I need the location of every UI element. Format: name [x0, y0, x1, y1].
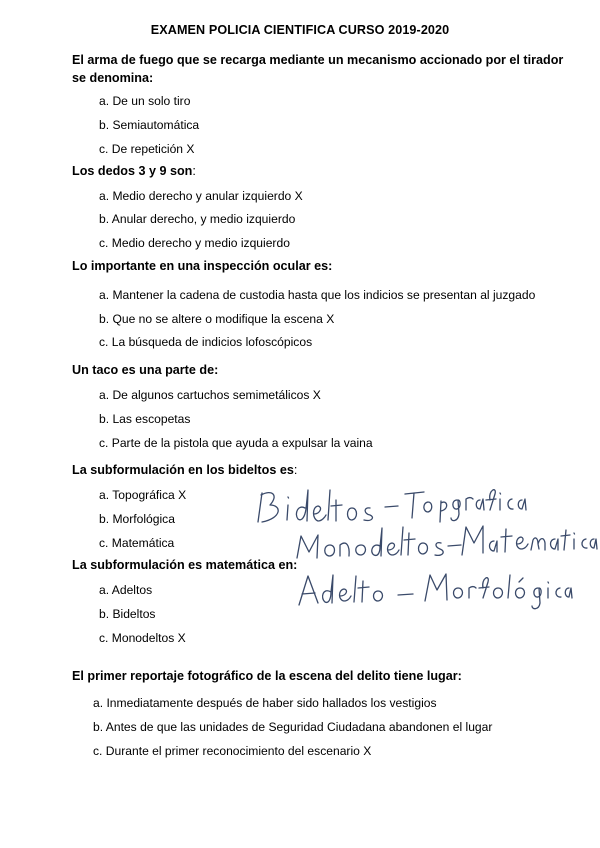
question-4-option-b: b. Las escopetas: [99, 412, 191, 426]
exam-title: EXAMEN POLICIA CIENTIFICA CURSO 2019-2020: [150, 23, 450, 37]
question-6-option-c: c. Monodeltos X: [99, 631, 186, 645]
question-1: El arma de fuego que se recarga mediante un mecanismo accionado por el tirador se denomina:: [72, 53, 564, 85]
question-7-option-c: c. Durante el primer reconocimiento del escenario X: [93, 744, 372, 758]
question-2: [72, 163, 572, 181]
question-5-colon: :: [293, 463, 298, 477]
question-1-option-c: c. De repetición X: [99, 142, 195, 156]
question-7: El primer reportaje fotográfico de la escena del delito tiene lugar:: [72, 669, 462, 683]
question-7-option-a: a. Inmediatamente después de haber sido hallados los vestigios: [93, 696, 437, 710]
question-5-option-a: a. Topográfica X: [99, 488, 187, 502]
question-3-option-b: b. Que no se altere o modifique la escena X: [99, 312, 335, 326]
question-2-colon: :: [192, 164, 196, 178]
handwritten-note-monodeltos: [297, 526, 597, 558]
question-2-option-c: c. Medio derecho y medio izquierdo: [99, 236, 290, 250]
question-2-text: Los dedos 3 y 9 son: [72, 164, 193, 178]
question-1-option-b: b. Semiautomática: [99, 118, 200, 132]
question-4: Un taco es una parte de:: [72, 363, 219, 377]
question-2-option-b: b. Anular derecho, y medio izquierdo: [99, 212, 296, 226]
question-4-option-a: a. De algunos cartuchos semimetálicos X: [99, 388, 321, 402]
question-3-option-c: c. La búsqueda de indicios lofoscópicos: [99, 335, 313, 349]
handwritten-note-bideltos: [258, 490, 526, 522]
question-6-option-a: a. Adeltos: [99, 583, 153, 597]
question-5: [72, 462, 572, 480]
handwritten-note-adelto: [299, 574, 572, 609]
question-5-option-b: b. Morfológica: [99, 512, 175, 526]
question-4-option-c: c. Parte de la pistola que ayuda a expulsar la vaina: [99, 436, 373, 450]
question-2-option-a: a. Medio derecho y anular izquierdo X: [99, 189, 303, 203]
question-1-option-a: a. De un solo tiro: [99, 94, 191, 108]
question-7-option-b: b. Antes de que las unidades de Seguridad Ciudadana abandonen el lugar: [93, 720, 493, 734]
question-6: La subformulación es matemática en:: [72, 558, 298, 572]
question-3: Lo importante en una inspección ocular es:: [72, 259, 333, 273]
question-5-option-c: c. Matemática: [99, 536, 175, 550]
question-6-option-b: b. Bideltos: [99, 607, 156, 621]
question-3-option-a: a. Mantener la cadena de custodia hasta que los indicios se presentan al juzgado: [99, 288, 536, 302]
question-5-text: La subformulación en los bideltos es: [72, 463, 294, 477]
